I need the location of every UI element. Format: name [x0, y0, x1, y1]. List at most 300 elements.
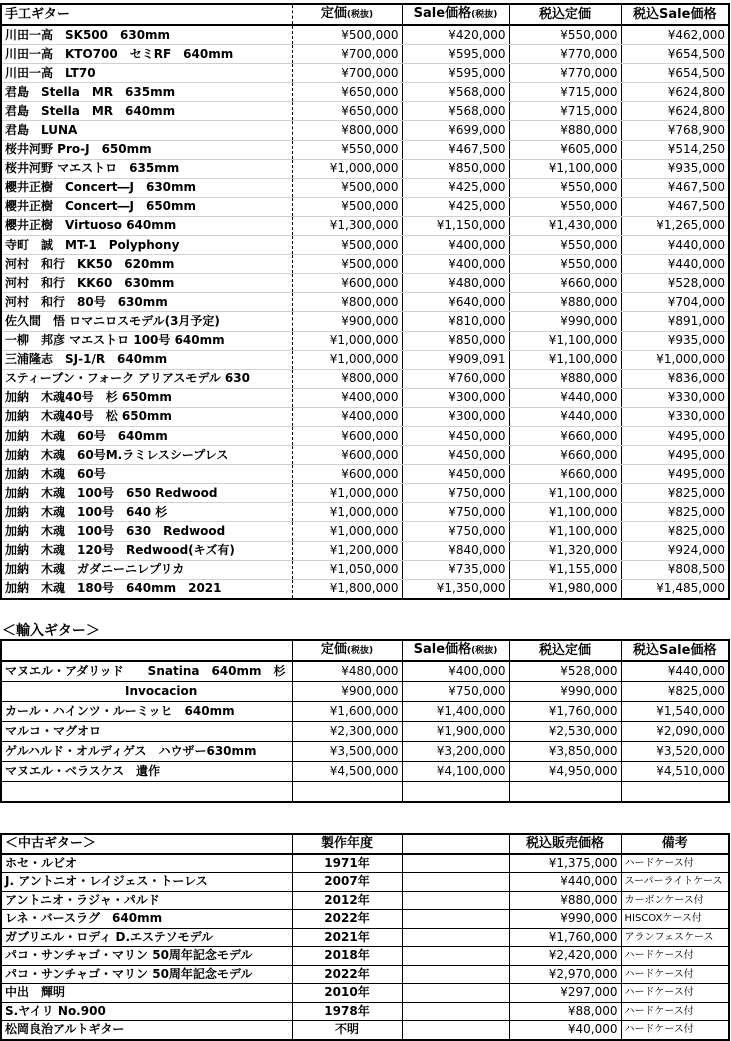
table-row — [1, 1021, 729, 1040]
list-price-tax: ¥1,100,000 — [509, 350, 621, 369]
build-year: 2010年 — [292, 984, 402, 1003]
guitar-name: 君島 Stella MR 640mm — [1, 102, 292, 121]
build-year: 2018年 — [292, 947, 402, 966]
guitar-name: 松岡良治アルトギター — [1, 1021, 292, 1040]
table-row — [1, 1002, 729, 1021]
list-price-tax: ¥880,000 — [509, 293, 621, 312]
list-price: ¥1,800,000 — [292, 579, 402, 599]
table-row — [1, 197, 729, 216]
table-row — [1, 121, 729, 140]
list-price: ¥550,000 — [292, 140, 402, 159]
sale-price: ¥425,000 — [402, 178, 509, 197]
list-price-tax: ¥770,000 — [509, 64, 621, 83]
guitar-name: 河村 和行 80号 630mm — [1, 293, 292, 312]
list-price-tax: ¥715,000 — [509, 102, 621, 121]
empty-row — [1, 782, 729, 803]
col-sale-price-tax: 税込Sale価格 — [621, 640, 729, 661]
sale-price: ¥4,100,000 — [402, 762, 509, 782]
table-row — [1, 274, 729, 293]
guitar-name: レネ・バースラグ 640mm — [1, 910, 292, 929]
sale-price: ¥400,000 — [402, 661, 509, 682]
sale-price: ¥420,000 — [402, 25, 509, 45]
guitar-name: 櫻井正樹 Concert―J 650mm — [1, 197, 292, 216]
sale-price-tax: ¥467,500 — [621, 178, 729, 197]
blank-cell — [402, 965, 509, 984]
build-year: 2022年 — [292, 910, 402, 929]
empty-cell — [621, 782, 729, 803]
list-price-tax: ¥1,100,000 — [509, 522, 621, 541]
list-price: ¥900,000 — [292, 682, 402, 702]
sale-price: ¥300,000 — [402, 388, 509, 407]
sale-price: ¥640,000 — [402, 293, 509, 312]
list-price: ¥1,000,000 — [292, 503, 402, 522]
list-price: ¥3,500,000 — [292, 742, 402, 762]
table-row — [1, 331, 729, 350]
sale-price: ¥810,000 — [402, 312, 509, 331]
guitar-name: 加納 木魂40号 松 650mm — [1, 407, 292, 426]
list-price-tax: ¥660,000 — [509, 465, 621, 484]
note: スーパーライトケース — [621, 873, 729, 892]
list-price: ¥4,500,000 — [292, 762, 402, 782]
empty-cell — [292, 782, 402, 803]
note: ハードケース付 — [621, 1002, 729, 1021]
guitar-name: スティーブン・フォーク アリアスモデル 630 — [1, 369, 292, 388]
sale-price-tax: ¥624,800 — [621, 102, 729, 121]
list-price-tax: ¥440,000 — [509, 407, 621, 426]
list-price: ¥650,000 — [292, 102, 402, 121]
list-price: ¥900,000 — [292, 312, 402, 331]
table-row — [1, 255, 729, 274]
table-row — [1, 102, 729, 121]
guitar-name: ゲルハルド・オルディゲス ハウザー630mm — [1, 742, 292, 762]
list-price: ¥500,000 — [292, 236, 402, 255]
guitar-name: パコ・サンチャゴ・マリン 50周年記念モデル — [1, 947, 292, 966]
table-row — [1, 661, 729, 682]
list-price-tax: ¥1,320,000 — [509, 541, 621, 560]
list-price-tax: ¥550,000 — [509, 25, 621, 45]
list-price: ¥1,300,000 — [292, 216, 402, 235]
sale-price: ¥450,000 — [402, 465, 509, 484]
list-price-tax: ¥605,000 — [509, 140, 621, 159]
list-price-tax: ¥1,100,000 — [509, 503, 621, 522]
list-price-tax: ¥660,000 — [509, 426, 621, 445]
list-price-tax: ¥1,430,000 — [509, 216, 621, 235]
sale-price: ¥840,000 — [402, 541, 509, 560]
sale-price: ¥480,000 — [402, 274, 509, 293]
sale-price: ¥1,150,000 — [402, 216, 509, 235]
list-price-tax: ¥1,760,000 — [509, 702, 621, 722]
guitar-name: 桜井河野 マエストロ 635mm — [1, 159, 292, 178]
sale-price: ¥909,091 — [402, 350, 509, 369]
col-list-price: 定価(税抜) — [292, 4, 402, 25]
list-price-tax: ¥2,530,000 — [509, 722, 621, 742]
list-price: ¥1,000,000 — [292, 331, 402, 350]
list-price-tax: ¥880,000 — [509, 121, 621, 140]
sale-price-tax: ¥1,375,000 — [509, 854, 621, 873]
list-price: ¥1,000,000 — [292, 484, 402, 503]
sale-price-tax: ¥1,485,000 — [621, 579, 729, 599]
guitar-name: 一柳 邦彦 マエストロ 100号 640mm — [1, 331, 292, 350]
build-year: 1971年 — [292, 854, 402, 873]
guitar-name: アントニオ・ラジャ・パルド — [1, 891, 292, 910]
list-price: ¥800,000 — [292, 121, 402, 140]
sale-price-tax: ¥330,000 — [621, 388, 729, 407]
guitar-name: 河村 和行 KK60 630mm — [1, 274, 292, 293]
sale-price-tax: ¥836,000 — [621, 369, 729, 388]
table-row — [1, 159, 729, 178]
col-sale-price-tax: 税込Sale価格 — [621, 4, 729, 25]
sale-price: ¥300,000 — [402, 407, 509, 426]
list-price-tax: ¥1,980,000 — [509, 579, 621, 599]
list-price-tax: ¥990,000 — [509, 682, 621, 702]
guitar-name: カール・ハインツ・ルーミッヒ 640mm — [1, 702, 292, 722]
sale-price-tax: ¥495,000 — [621, 465, 729, 484]
col-list-price-tax: 税込定価 — [509, 640, 621, 661]
col-year: 製作年度 — [292, 834, 402, 854]
sale-price: ¥750,000 — [402, 503, 509, 522]
guitar-name: 君島 Stella MR 635mm — [1, 83, 292, 102]
list-price: ¥600,000 — [292, 446, 402, 465]
list-price-tax: ¥3,850,000 — [509, 742, 621, 762]
guitar-name: マヌエル・ベラスケス 遺作 — [1, 762, 292, 782]
list-price-tax: ¥550,000 — [509, 197, 621, 216]
list-price: ¥500,000 — [292, 25, 402, 45]
sale-price: ¥595,000 — [402, 64, 509, 83]
table-row — [1, 541, 729, 560]
table-row — [1, 369, 729, 388]
empty-cell — [1, 782, 292, 803]
sale-price-tax: ¥935,000 — [621, 331, 729, 350]
sale-price: ¥750,000 — [402, 522, 509, 541]
used-guitar-table — [0, 833, 730, 1041]
guitar-name: 加納 木魂 180号 640mm 2021 — [1, 579, 292, 599]
sale-price-tax: ¥654,500 — [621, 45, 729, 64]
table-row — [1, 388, 729, 407]
list-price-tax: ¥440,000 — [509, 388, 621, 407]
guitar-name: 河村 和行 KK50 620mm — [1, 255, 292, 274]
sale-price-tax: ¥495,000 — [621, 446, 729, 465]
col-note: 備考 — [621, 834, 729, 854]
list-price-tax: ¥550,000 — [509, 255, 621, 274]
imported-section-title: ＜輸入ギター＞ — [2, 623, 100, 639]
sale-price-tax: ¥624,800 — [621, 83, 729, 102]
list-price: ¥500,000 — [292, 178, 402, 197]
list-price-tax: ¥1,155,000 — [509, 560, 621, 579]
table-row — [1, 216, 729, 235]
sale-price: ¥400,000 — [402, 255, 509, 274]
sale-price-tax: ¥808,500 — [621, 560, 729, 579]
build-year: 2012年 — [292, 891, 402, 910]
table-row — [1, 742, 729, 762]
list-price-tax: ¥990,000 — [509, 312, 621, 331]
guitar-name: パコ・サンチャゴ・マリン 50周年記念モデル — [1, 965, 292, 984]
sale-price-tax: ¥440,000 — [621, 661, 729, 682]
table-row — [1, 407, 729, 426]
build-year: 2022年 — [292, 965, 402, 984]
sale-price: ¥595,000 — [402, 45, 509, 64]
table-row — [1, 312, 729, 331]
list-price: ¥500,000 — [292, 255, 402, 274]
sale-price-tax: ¥935,000 — [621, 159, 729, 178]
list-price: ¥480,000 — [292, 661, 402, 682]
sale-price: ¥568,000 — [402, 102, 509, 121]
guitar-name: 川田一高 SK500 630mm — [1, 25, 292, 45]
blank-cell — [402, 947, 509, 966]
sale-price-tax: ¥768,900 — [621, 121, 729, 140]
list-price: ¥1,050,000 — [292, 560, 402, 579]
guitar-name: ガブリエル・ロディ D.エステソモデル — [1, 928, 292, 947]
list-price-tax: ¥550,000 — [509, 236, 621, 255]
guitar-name: 加納 木魂 100号 650 Redwood — [1, 484, 292, 503]
list-price-tax: ¥770,000 — [509, 45, 621, 64]
list-price-tax: ¥4,950,000 — [509, 762, 621, 782]
list-price-tax: ¥715,000 — [509, 83, 621, 102]
list-price: ¥1,000,000 — [292, 522, 402, 541]
guitar-name: 川田一高 KTO700 セミRF 640mm — [1, 45, 292, 64]
sale-price-tax: ¥88,000 — [509, 1002, 621, 1021]
list-price-tax: ¥880,000 — [509, 369, 621, 388]
table-row — [1, 579, 729, 599]
list-price: ¥650,000 — [292, 83, 402, 102]
list-price: ¥1,000,000 — [292, 159, 402, 178]
section-title: 手工ギター — [1, 4, 292, 25]
sale-price: ¥568,000 — [402, 83, 509, 102]
list-price: ¥700,000 — [292, 64, 402, 83]
sale-price-tax: ¥440,000 — [509, 873, 621, 892]
sale-price-tax: ¥825,000 — [621, 484, 729, 503]
guitar-name: 加納 木魂 100号 640 杉 — [1, 503, 292, 522]
table-row — [1, 83, 729, 102]
list-price: ¥600,000 — [292, 426, 402, 445]
list-price: ¥1,200,000 — [292, 541, 402, 560]
col-name — [1, 640, 292, 661]
sale-price-tax: ¥528,000 — [621, 274, 729, 293]
table-row — [1, 891, 729, 910]
blank-cell — [402, 910, 509, 929]
table-row — [1, 465, 729, 484]
list-price-tax: ¥1,100,000 — [509, 484, 621, 503]
blank-cell — [402, 928, 509, 947]
table-row — [1, 446, 729, 465]
sale-price-tax: ¥825,000 — [621, 503, 729, 522]
guitar-name: J. アントニオ・レイジェス・トーレス — [1, 873, 292, 892]
table-row — [1, 503, 729, 522]
col-list-price: 定価(税抜) — [292, 640, 402, 661]
table-row — [1, 560, 729, 579]
list-price: ¥700,000 — [292, 45, 402, 64]
sale-price-tax: ¥654,500 — [621, 64, 729, 83]
build-year: 1978年 — [292, 1002, 402, 1021]
build-year: 不明 — [292, 1021, 402, 1040]
table-row — [1, 64, 729, 83]
list-price: ¥400,000 — [292, 407, 402, 426]
note: HISCOXケース付 — [621, 910, 729, 929]
sale-price-tax: ¥3,520,000 — [621, 742, 729, 762]
table-header — [1, 640, 729, 661]
list-price-tax: ¥1,100,000 — [509, 331, 621, 350]
table-row — [1, 910, 729, 929]
list-price: ¥400,000 — [292, 388, 402, 407]
sale-price-tax: ¥40,000 — [509, 1021, 621, 1040]
empty-cell — [509, 782, 621, 803]
blank-cell — [402, 873, 509, 892]
guitar-name: 寺町 誠 MT-1 Polyphony — [1, 236, 292, 255]
section-title: ＜中古ギター＞ — [1, 834, 292, 854]
guitar-name: Invocacion — [1, 682, 292, 702]
sale-price-tax: ¥704,000 — [621, 293, 729, 312]
list-price-tax: ¥1,100,000 — [509, 159, 621, 178]
table-row — [1, 484, 729, 503]
sale-price-tax: ¥462,000 — [621, 25, 729, 45]
note: ハードケース付 — [621, 965, 729, 984]
table-row — [1, 762, 729, 782]
guitar-name: マルコ・マグオロ — [1, 722, 292, 742]
list-price-tax: ¥660,000 — [509, 274, 621, 293]
table-row — [1, 873, 729, 892]
sale-price: ¥450,000 — [402, 426, 509, 445]
table-row — [1, 682, 729, 702]
sale-price: ¥467,500 — [402, 140, 509, 159]
sale-price: ¥3,200,000 — [402, 742, 509, 762]
sale-price: ¥450,000 — [402, 446, 509, 465]
table-row — [1, 293, 729, 312]
sale-price-tax: ¥825,000 — [621, 522, 729, 541]
guitar-name: 桜井河野 Pro-J 650mm — [1, 140, 292, 159]
guitar-name: 君島 LUNA — [1, 121, 292, 140]
table-row — [1, 236, 729, 255]
table-row — [1, 426, 729, 445]
sale-price: ¥760,000 — [402, 369, 509, 388]
blank-cell — [402, 1021, 509, 1040]
note: ハードケース付 — [621, 1021, 729, 1040]
guitar-name: マヌエル・アダリッド Snatina 640mm 杉 — [1, 661, 292, 682]
blank-cell — [402, 1002, 509, 1021]
sale-price-tax: ¥1,540,000 — [621, 702, 729, 722]
sale-price-tax: ¥1,000,000 — [621, 350, 729, 369]
table-row — [1, 854, 729, 873]
sale-price-tax: ¥924,000 — [621, 541, 729, 560]
guitar-name: 加納 木魂 60号 — [1, 465, 292, 484]
sale-price: ¥425,000 — [402, 197, 509, 216]
col-sale-price: Sale価格(税抜) — [402, 4, 509, 25]
sale-price: ¥850,000 — [402, 159, 509, 178]
imported-guitar-table — [0, 639, 730, 803]
sale-price: ¥750,000 — [402, 484, 509, 503]
table-row — [1, 722, 729, 742]
list-price: ¥800,000 — [292, 369, 402, 388]
list-price-tax: ¥528,000 — [509, 661, 621, 682]
sale-price-tax: ¥440,000 — [621, 236, 729, 255]
guitar-name: 加納 木魂 60号M.ラミレスシープレス — [1, 446, 292, 465]
guitar-name: 加納 木魂 ガダニーニレプリカ — [1, 560, 292, 579]
sale-price: ¥1,900,000 — [402, 722, 509, 742]
table-header — [1, 4, 729, 25]
col-list-price-tax: 税込定価 — [509, 4, 621, 25]
sale-price: ¥699,000 — [402, 121, 509, 140]
sale-price-tax: ¥880,000 — [509, 891, 621, 910]
sale-price-tax: ¥825,000 — [621, 682, 729, 702]
table-row — [1, 928, 729, 947]
note: ハードケース付 — [621, 947, 729, 966]
sale-price-tax: ¥330,000 — [621, 407, 729, 426]
sale-price-tax: ¥2,090,000 — [621, 722, 729, 742]
blank-cell — [402, 891, 509, 910]
sale-price: ¥735,000 — [402, 560, 509, 579]
blank-cell — [402, 984, 509, 1003]
list-price: ¥800,000 — [292, 293, 402, 312]
note: アランフェスケース — [621, 928, 729, 947]
build-year: 2007年 — [292, 873, 402, 892]
table-row — [1, 965, 729, 984]
sale-price-tax: ¥990,000 — [509, 910, 621, 929]
list-price: ¥1,000,000 — [292, 350, 402, 369]
list-price: ¥600,000 — [292, 465, 402, 484]
list-price: ¥2,300,000 — [292, 722, 402, 742]
sale-price-tax: ¥2,420,000 — [509, 947, 621, 966]
table-row — [1, 178, 729, 197]
table-row — [1, 702, 729, 722]
list-price-tax: ¥660,000 — [509, 446, 621, 465]
guitar-name: 加納 木魂 100号 630 Redwood — [1, 522, 292, 541]
blank-cell — [402, 854, 509, 873]
table-row — [1, 45, 729, 64]
guitar-name: ホセ・ルビオ — [1, 854, 292, 873]
guitar-name: 加納 木魂 60号 640mm — [1, 426, 292, 445]
table-row — [1, 140, 729, 159]
list-price: ¥1,600,000 — [292, 702, 402, 722]
note: ハードケース付 — [621, 984, 729, 1003]
guitar-name: 三浦隆志 SJ-1/R 640mm — [1, 350, 292, 369]
sale-price-tax: ¥514,250 — [621, 140, 729, 159]
sale-price: ¥1,350,000 — [402, 579, 509, 599]
sale-price-tax: ¥440,000 — [621, 255, 729, 274]
guitar-name: 櫻井正樹 Concert―J 630mm — [1, 178, 292, 197]
sale-price-tax: ¥495,000 — [621, 426, 729, 445]
sale-price-tax: ¥467,500 — [621, 197, 729, 216]
table-row — [1, 522, 729, 541]
col-blank — [402, 834, 509, 854]
note: カーボンケース付 — [621, 891, 729, 910]
list-price-tax: ¥550,000 — [509, 178, 621, 197]
sale-price: ¥1,400,000 — [402, 702, 509, 722]
col-price: 税込販売価格 — [509, 834, 621, 854]
sale-price: ¥750,000 — [402, 682, 509, 702]
sale-price-tax: ¥297,000 — [509, 984, 621, 1003]
table-row — [1, 25, 729, 45]
list-price: ¥600,000 — [292, 274, 402, 293]
build-year: 2021年 — [292, 928, 402, 947]
sale-price-tax: ¥4,510,000 — [621, 762, 729, 782]
sale-price: ¥400,000 — [402, 236, 509, 255]
empty-cell — [402, 782, 509, 803]
sale-price-tax: ¥1,760,000 — [509, 928, 621, 947]
sale-price-tax: ¥2,970,000 — [509, 965, 621, 984]
guitar-name: 中出 輝明 — [1, 984, 292, 1003]
table-row — [1, 350, 729, 369]
guitar-name: 佐久間 悟 ロマニロスモデル(3月予定) — [1, 312, 292, 331]
sale-price-tax: ¥891,000 — [621, 312, 729, 331]
note: ハードケース付 — [621, 854, 729, 873]
handmade-guitar-table — [0, 3, 730, 600]
table-header — [1, 834, 729, 854]
sale-price-tax: ¥1,265,000 — [621, 216, 729, 235]
table-row — [1, 984, 729, 1003]
guitar-name: 川田一高 LT70 — [1, 64, 292, 83]
guitar-name: S.ヤイリ No.900 — [1, 1002, 292, 1021]
guitar-name: 加納 木魂40号 杉 650mm — [1, 388, 292, 407]
table-row — [1, 947, 729, 966]
guitar-name: 櫻井正樹 Virtuoso 640mm — [1, 216, 292, 235]
